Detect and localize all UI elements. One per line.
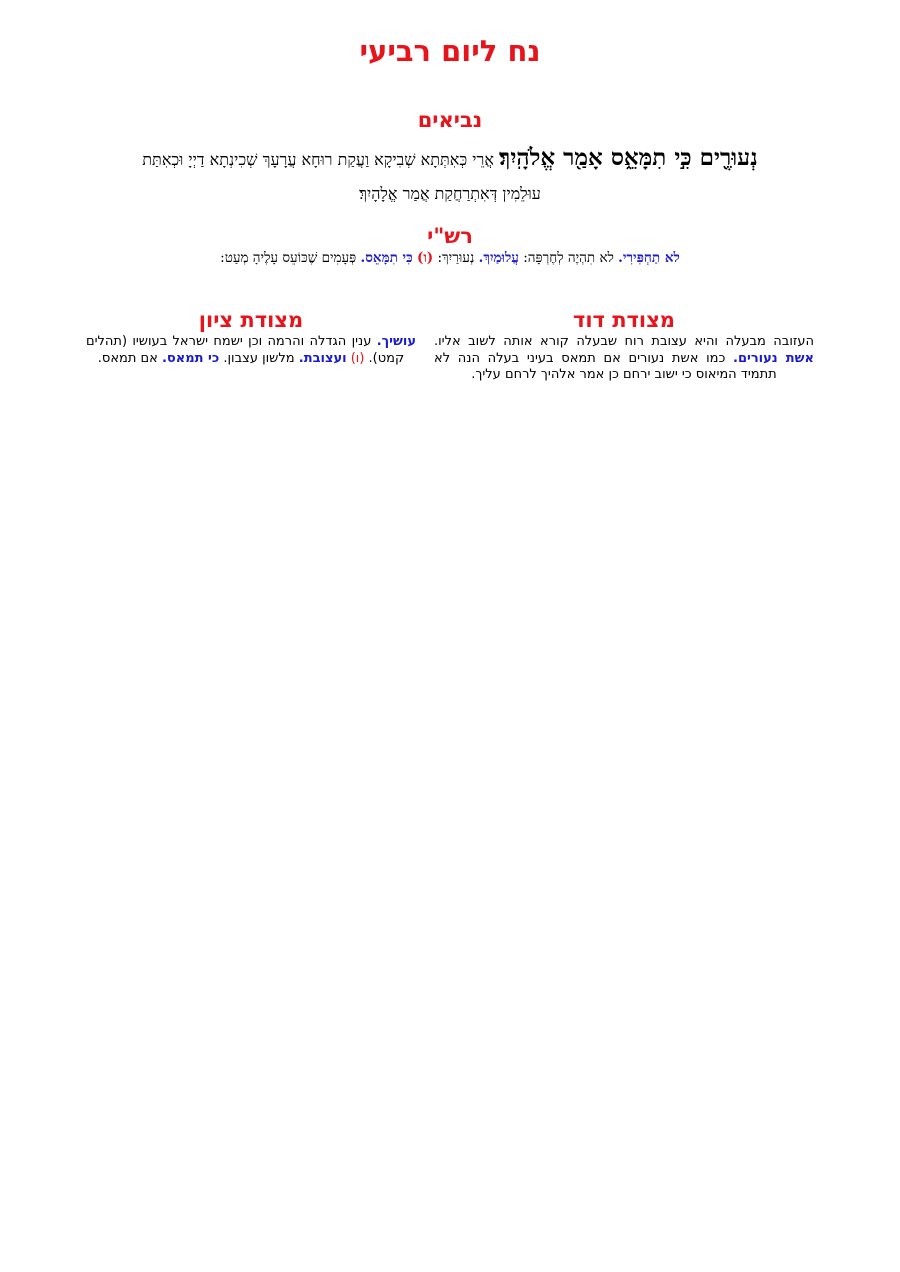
metzudat-david-text xyxy=(434,334,814,384)
rashi-commentary xyxy=(86,248,814,268)
zion-term: ועצובת. xyxy=(298,350,347,366)
rashi-text: לא תִהְיֶה לְחֶרְפָּה: xyxy=(523,250,614,266)
david-term: אשת נעורים. xyxy=(733,350,814,366)
zion-text: ענין הגדלה והרמה וכן ישמח ישראל בעושיו (תהלים קמט). xyxy=(86,334,405,366)
rashi-term: עֲלוּמַיִךְ. xyxy=(478,250,519,266)
rashi-verse-marker: (ו) xyxy=(416,250,434,266)
zion-text: מלשון עצבון. xyxy=(223,350,295,366)
verse-block xyxy=(86,141,814,211)
metzudat-david-heading: מצודת דוד xyxy=(572,308,676,332)
zion-term: כי תמאס. xyxy=(161,350,220,366)
metzudat-zion-text xyxy=(86,334,416,367)
targum-line-1: אֲרֵי כְּאִתְּתָא שְׁבִיקָא וַעֲקַת רוּחָא עֲרָעָךְ שְׁכִינְתָא דַיְיָ וּכְאִתַּת xyxy=(142,150,494,169)
zion-term: עושיך. xyxy=(376,334,416,349)
zion-text: אם תמאס. xyxy=(97,350,158,366)
rashi-term: לא תַחְפִּירִי. xyxy=(618,250,680,266)
david-text: העזובה מבעלה והיא עצובת רוח שבעלה קורא אותה לשוב אליו. xyxy=(434,334,814,349)
targum-line-2: עוּלֵמִין דְּאִתְרַחֲקַת אֲמַר אֱלָהָיִךְ׃ xyxy=(359,184,541,203)
rashi-term: כִּי תִמָּאֵס. xyxy=(360,250,413,266)
zion-verse-marker: (ו) xyxy=(350,350,365,366)
verse-hebrew: נְעוּרֶ֖ים כִּ֣י תִמָּאֵ֑ס אָמַ֖ר אֱלֹהָֽיִךְ׃ xyxy=(499,144,758,171)
neviim-heading: נביאים xyxy=(417,108,483,132)
rashi-text: נְעוּרַיִךְ: xyxy=(437,250,475,266)
metzudat-zion-heading: מצודת ציון xyxy=(198,308,304,332)
david-text: כמו אשת נעורים אם תמאס בעיני בעלה הנה לא תתמיד המיאוס כי ישוב ירחם כן אמר אלהיך לרחם עליך. xyxy=(434,350,777,382)
page-title: נח ליום רביעי xyxy=(359,34,541,68)
rashi-heading: רש"י xyxy=(427,224,473,248)
rashi-text: פְּעָמִים שֶׁכּוֹעֵס עָלֶיהָ מְעַט: xyxy=(220,250,357,266)
